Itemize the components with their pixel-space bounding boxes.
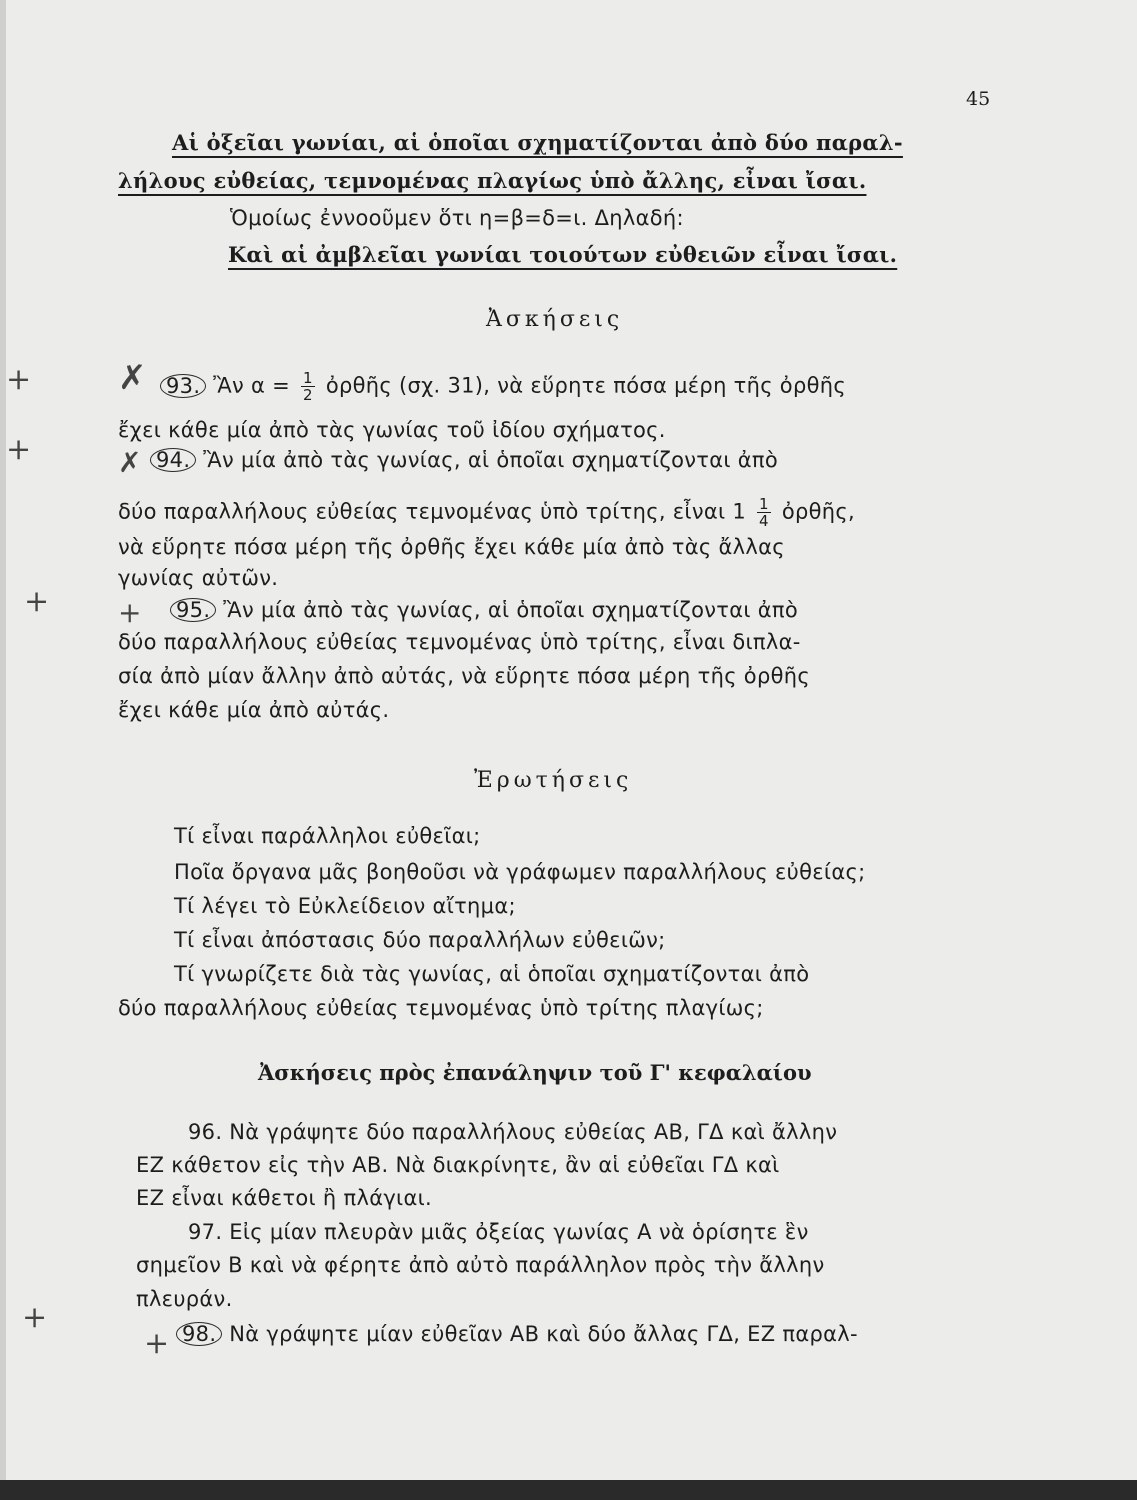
handwritten-mark-98: + (144, 1326, 170, 1361)
theorem-line-3: Ὁμοίως ἐννοοῦμεν ὅτι η=β=δ=ι. Δηλαδή: (230, 206, 684, 230)
fraction-denominator: 4 (759, 512, 769, 530)
exercise-94-line-2 (118, 496, 855, 529)
review-heading: Ἀσκήσεις πρὸς ἐπανάληψιν τοῦ Γ' κεφαλαίου (258, 1060, 812, 1085)
exercise-95-line-3: σία ἀπὸ μίαν ἄλλην ἀπὸ αὐτάς, νὰ εὕρητε πόσα μέρη τῆς ὀρθῆς (118, 664, 810, 688)
exercise-94-text: Ἂν μία ἀπὸ τὰς γωνίας, αἱ ὁποῖαι σχηματίζονται ἀπὸ (203, 448, 778, 472)
question-5-line-2: δύο παραλλήλους εὐθείας τεμνομένας ὑπὸ τρίτης πλαγίως; (118, 996, 764, 1020)
margin-plus-mark: + (24, 584, 50, 619)
page-edge-shadow (0, 0, 6, 1500)
margin-plus-mark: + (22, 1300, 48, 1335)
theorem-line-1: Αἱ ὀξεῖαι γωνίαι, αἱ ὁποῖαι σχηματίζονται ἀπὸ δύο παραλ- (172, 130, 903, 155)
exercise-95-line-1 (170, 598, 798, 622)
fraction-numerator: 1 (759, 495, 769, 513)
handwritten-mark-95: + (118, 596, 142, 629)
exercise-98-text: Νὰ γράψητε μίαν εὐθεῖαν ΑΒ καὶ δύο ἄλλας ΓΔ, ΕΖ παραλ- (229, 1322, 858, 1346)
question-3: Τί λέγει τὸ Εὐκλείδειον αἴτημα; (174, 894, 516, 918)
exercise-96-line-2: ΕΖ κάθετον εἰς τὴν ΑΒ. Νὰ διακρίνητε, ἂν αἱ εὐθεῖαι ΓΔ καὶ (136, 1153, 780, 1177)
fraction-denominator: 2 (303, 386, 313, 404)
exercise-97-line-1: 97. Εἰς μίαν πλευρὰν μιᾶς ὀξείας γωνίας Α νὰ ὁρίσητε ἓν (188, 1220, 809, 1244)
question-5-line-1: Τί γνωρίζετε διὰ τὰς γωνίας, αἱ ὁποῖαι σχηματίζονται ἀπὸ (174, 962, 810, 986)
exercise-98-number: 98. (176, 1322, 222, 1346)
exercise-95-line-4: ἔχει κάθε μία ἀπὸ αὐτάς. (118, 698, 390, 722)
margin-plus-mark: + (6, 432, 32, 467)
exercise-96-line-3: ΕΖ εἶναι κάθετοι ἢ πλάγιαι. (136, 1186, 432, 1210)
fraction-numerator: 1 (303, 369, 313, 387)
handwritten-mark-94: ✗ (118, 446, 142, 479)
margin-plus-mark: + (6, 362, 32, 397)
fraction-one-quarter (757, 496, 771, 529)
exercise-95-line-2: δύο παραλλήλους εὐθείας τεμνομένας ὑπὸ τρίτης, εἶναι διπλα- (118, 630, 801, 654)
exercise-93-number: 93. (160, 374, 206, 398)
exercise-97-line-2: σημεῖον Β καὶ νὰ φέρητε ἀπὸ αὐτὸ παράλληλον πρὸς τὴν ἄλλην (136, 1253, 825, 1277)
exercise-94-text-post: ὀρθῆς, (781, 499, 855, 524)
exercise-98-line-1 (176, 1322, 858, 1346)
exercise-95-number: 95. (170, 598, 216, 622)
question-2: Ποῖα ὄργανα μᾶς βοηθοῦσι νὰ γράφωμεν παραλλήλους εὐθείας; (174, 860, 866, 884)
handwritten-mark-93: ✗ (118, 358, 147, 398)
fraction-one-half (301, 370, 315, 403)
theorem-line-2: λήλους εὐθείας, τεμνομένας πλαγίως ὑπὸ ἄλλης, εἶναι ἴσαι. (118, 168, 867, 193)
theorem-line-4: Καὶ αἱ ἀμβλεῖαι γωνίαι τοιούτων εὐθειῶν εἶναι ἴσαι. (228, 242, 898, 267)
exercise-93-line-2: ἔχει κάθε μία ἀπὸ τὰς γωνίας τοῦ ἰδίου σχήματος. (118, 418, 666, 442)
exercises-heading: Ἀσκήσεις (486, 307, 624, 332)
exercise-94-line-1 (150, 448, 778, 472)
exercise-94-line-3: νὰ εὕρητε πόσα μέρη τῆς ὀρθῆς ἔχει κάθε μία ἀπὸ τὰς ἄλλας (118, 535, 785, 559)
exercise-96-line-1: 96. Νὰ γράψητε δύο παραλλήλους εὐθείας ΑΒ, ΓΔ καὶ ἄλλην (188, 1120, 838, 1144)
exercise-94-text-pre: δύο παραλλήλους εὐθείας τεμνομένας ὑπὸ τρίτης, εἶναι 1 (118, 499, 747, 524)
scan-bottom-edge (0, 1480, 1137, 1500)
exercise-94-number: 94. (150, 448, 196, 472)
question-4: Τί εἶναι ἀπόστασις δύο παραλλήλων εὐθειῶν; (174, 928, 666, 952)
questions-heading: Ἐρωτήσεις (474, 768, 633, 793)
exercise-97-line-3: πλευράν. (136, 1287, 233, 1311)
exercise-95-text: Ἂν μία ἀπὸ τὰς γωνίας, αἱ ὁποῖαι σχηματίζονται ἀπὸ (223, 598, 798, 622)
question-1: Τί εἶναι παράλληλοι εὐθεῖαι; (174, 824, 481, 848)
exercise-93-text-post: ὀρθῆς (σχ. 31), νὰ εὕρητε πόσα μέρη τῆς ὀρθῆς (325, 373, 846, 398)
exercise-94-line-4: γωνίας αὐτῶν. (118, 566, 279, 590)
exercise-93-line-1 (160, 370, 846, 403)
exercise-93-text-pre: Ἂν α = (213, 373, 291, 398)
page-number: 45 (966, 88, 991, 110)
